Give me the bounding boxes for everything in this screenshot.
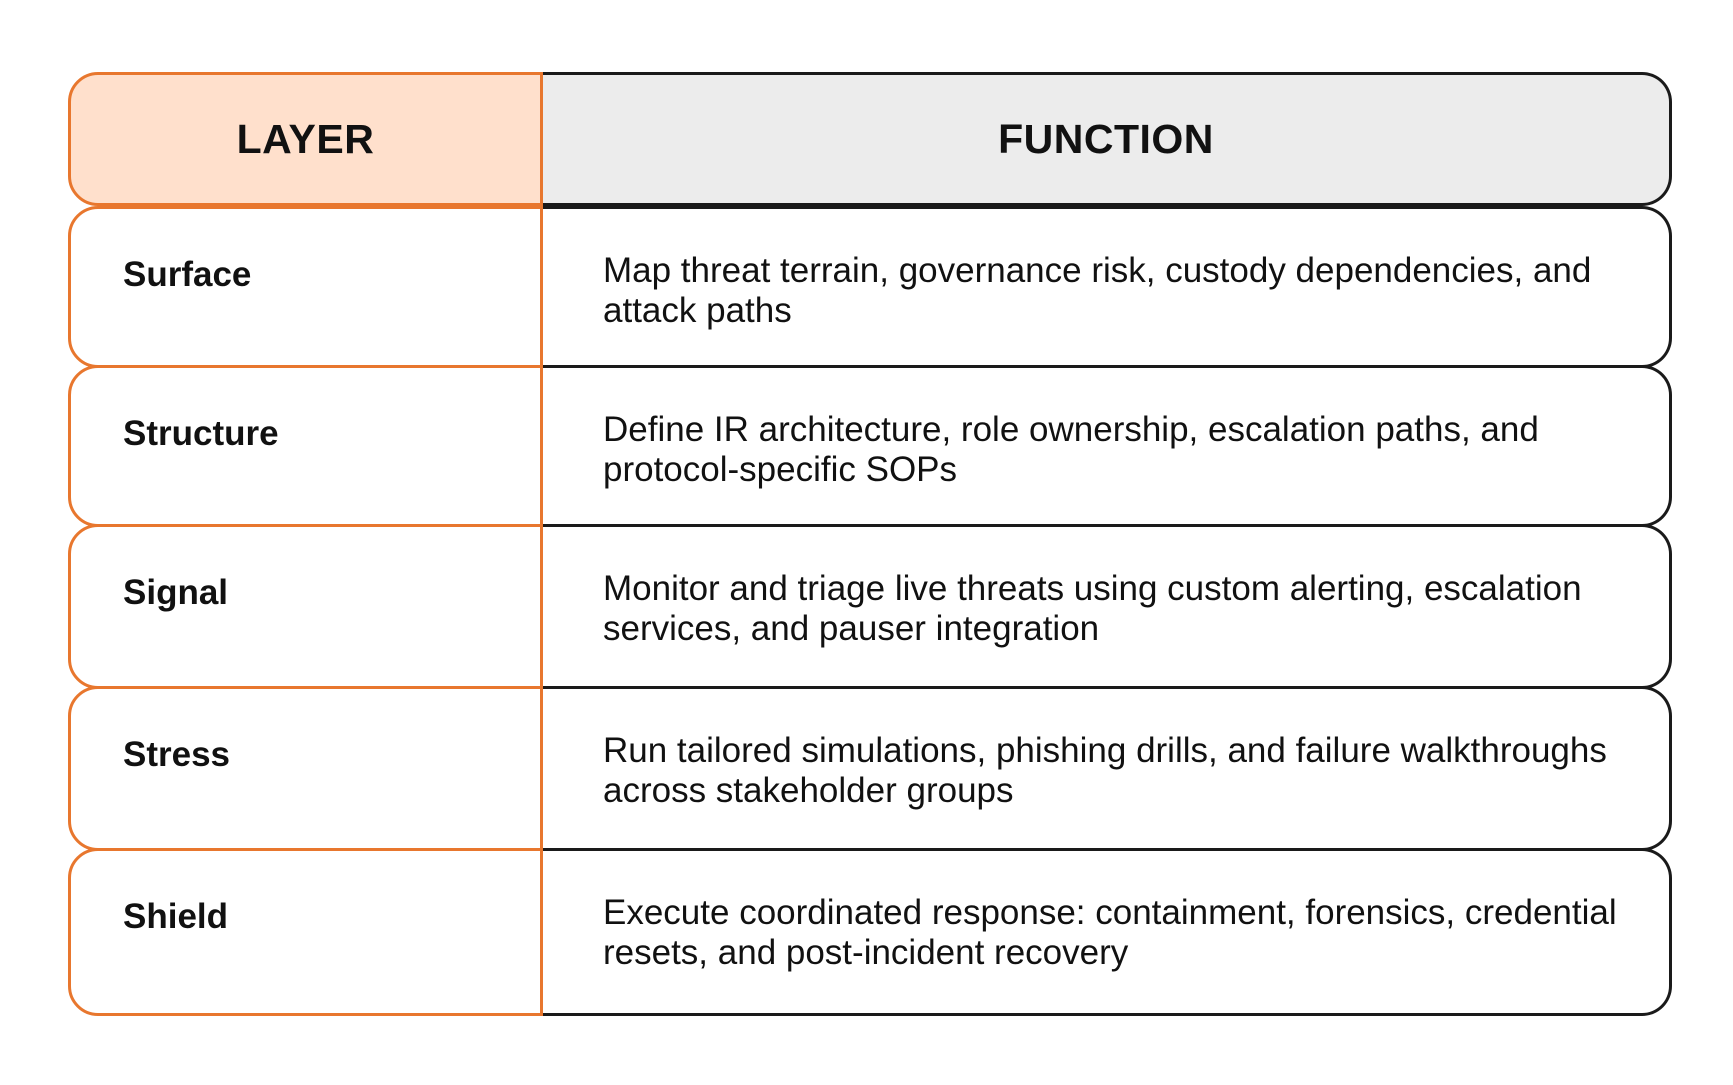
function-description: Define IR architecture, role ownership, escalation paths, and protocol-specific SOPs [603,410,1539,489]
table-row-surface-function [543,206,1672,368]
layer-label: Structure [123,414,279,453]
function-description: Run tailored simulations, phishing drills, and failure walkthroughs across stakeholder groups [603,731,1607,810]
layer-label: Surface [123,255,252,294]
layer-label: Shield [123,897,229,936]
layer-function-table [68,72,1672,1016]
table-row-signal [68,524,543,689]
table-row-structure-function [543,365,1672,527]
function-description: Map threat terrain, governance risk, custody dependencies, and attack paths [603,251,1592,330]
layer-header: LAYER [236,115,375,162]
layer-label: Signal [123,573,229,612]
function-description: Execute coordinated response: containment, forensics, credential resets, and post-incident recovery [603,893,1617,972]
table-row-shield-function [543,848,1672,1016]
layer-header-cell [68,72,543,206]
layer-label: Stress [123,735,231,774]
table-row-structure [68,365,543,527]
table-row-stress [68,686,543,851]
table-row-surface [68,206,543,368]
function-header: FUNCTION [998,115,1214,162]
function-column [543,72,1672,1016]
table-row-signal-function [543,524,1672,689]
table-row-shield [68,848,543,1016]
layer-column [68,72,543,1016]
table-row-stress-function [543,686,1672,851]
function-description: Monitor and triage live threats using custom alerting, escalation services, and pauser integration [603,569,1582,648]
function-header-cell [543,72,1672,206]
